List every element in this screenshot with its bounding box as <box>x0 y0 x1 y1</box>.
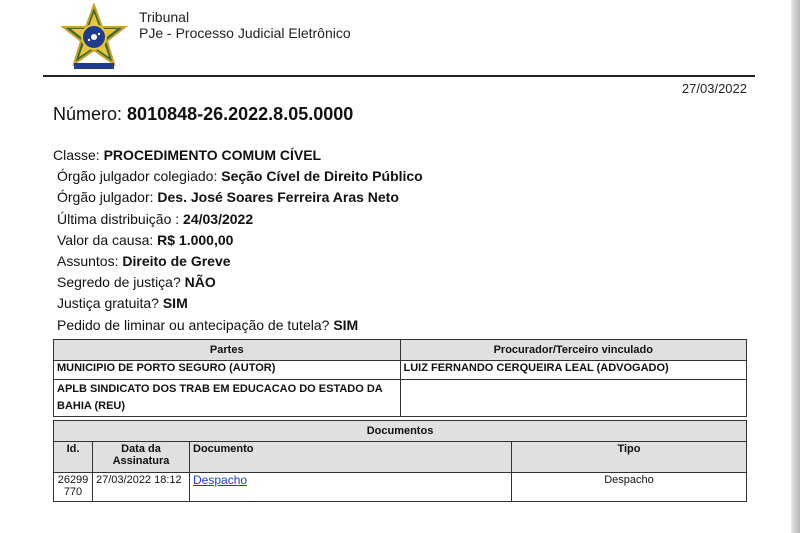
field-label: Pedido de liminar ou antecipação de tutela? <box>57 316 334 333</box>
document-date-cell: 27/03/2022 18:12 <box>93 473 190 502</box>
table-header-row <box>54 340 747 361</box>
field-orgao-julgador <box>53 187 423 208</box>
field-value: Direito de Greve <box>122 253 231 270</box>
column-header-partes: Partes <box>54 340 401 361</box>
field-justica-gratuita <box>53 293 423 314</box>
documentos-table <box>53 420 747 502</box>
table-header-row <box>54 442 747 473</box>
field-value: NÃO <box>184 274 216 291</box>
document-id-cell: 26299770 <box>54 473 93 502</box>
table-caption-row <box>54 421 747 442</box>
field-value: 24/03/2022 <box>183 210 254 227</box>
coat-of-arms-icon <box>60 3 128 73</box>
field-label: Última distribuição : <box>57 210 184 227</box>
column-header-procurador: Procurador/Terceiro vinculado <box>400 340 747 361</box>
field-label: Valor da causa: <box>57 231 158 248</box>
column-header-data: Data da Assinatura <box>93 442 190 473</box>
document-type-cell: Despacho <box>512 473 747 502</box>
party-cell: APLB SINDICATO DOS TRAB EM EDUCACAO DO ESTADO DA BAHIA (REU) <box>54 380 401 417</box>
column-header-documento: Documento <box>190 442 512 473</box>
system-name: PJe - Processo Judicial Eletrônico <box>139 25 351 41</box>
print-date: 27/03/2022 <box>681 81 747 96</box>
field-label: Segredo de justiça? <box>57 274 185 291</box>
field-label: Órgão julgador colegiado: <box>57 168 222 185</box>
field-orgao-colegiado <box>53 166 423 187</box>
field-label: Órgão julgador: <box>57 189 158 206</box>
field-valor-causa <box>53 230 423 251</box>
field-ultima-distribuicao <box>53 209 423 230</box>
court-name: Tribunal <box>139 9 190 25</box>
column-header-id: Id. <box>54 442 93 473</box>
page-edge-shadow <box>791 0 800 533</box>
field-value: R$ 1.000,00 <box>157 231 234 248</box>
field-value: Seção Cível de Direito Público <box>221 168 423 185</box>
field-value: SIM <box>162 295 188 312</box>
process-number <box>53 104 353 125</box>
attorney-cell <box>400 380 747 417</box>
field-segredo-justica <box>53 272 423 293</box>
field-classe <box>53 145 423 166</box>
field-label: Assuntos: <box>57 253 123 270</box>
field-value: SIM <box>333 316 359 333</box>
process-details <box>53 145 423 336</box>
field-label: Classe: <box>53 147 104 163</box>
field-value: Des. José Soares Ferreira Aras Neto <box>157 189 399 206</box>
party-cell: MUNICIPIO DE PORTO SEGURO (AUTOR) <box>54 361 401 380</box>
process-number-value: 8010848-26.2022.8.05.0000 <box>127 104 354 124</box>
field-value: PROCEDIMENTO COMUM CÍVEL <box>103 147 322 163</box>
column-header-tipo: Tipo <box>512 442 747 473</box>
field-pedido-liminar <box>53 315 423 336</box>
field-label: Justiça gratuita? <box>57 295 163 312</box>
documentos-caption: Documentos <box>54 421 747 442</box>
table-row <box>54 380 747 417</box>
document-name-cell <box>190 473 512 502</box>
court-header <box>139 9 351 41</box>
table-row <box>54 361 747 380</box>
header-divider <box>43 75 755 77</box>
partes-table <box>53 339 747 417</box>
field-assuntos <box>53 251 423 272</box>
process-number-label: Número: <box>53 104 123 124</box>
table-row <box>54 473 747 502</box>
document-link[interactable]: Despacho <box>193 473 248 487</box>
attorney-cell: LUIZ FERNANDO CERQUEIRA LEAL (ADVOGADO) <box>400 361 747 380</box>
